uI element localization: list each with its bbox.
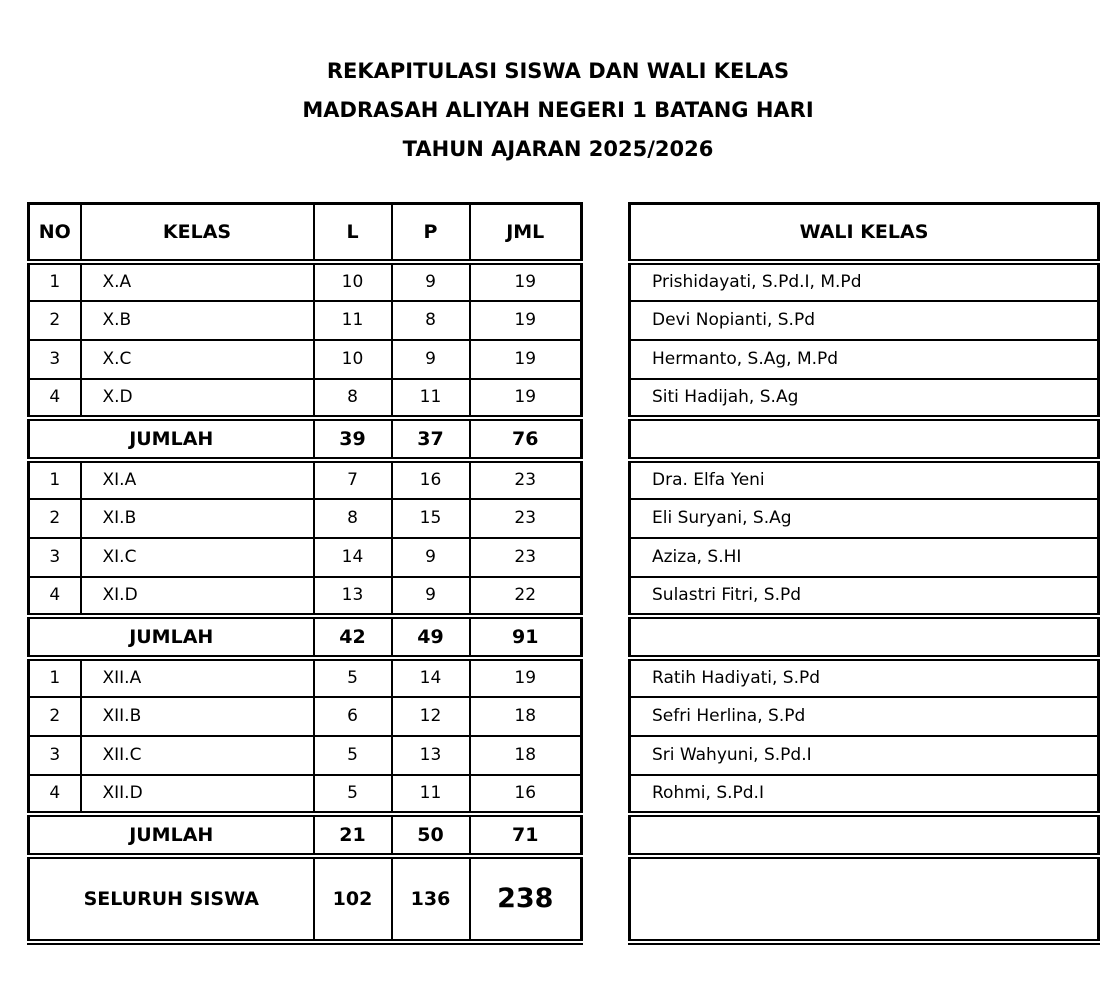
- cell-no: 1: [29, 262, 81, 301]
- cell-jml: 18: [470, 736, 582, 775]
- cell-p: 8: [392, 301, 470, 340]
- cell-wali-name: Prishidayati, S.Pd.I, M.Pd: [630, 262, 1099, 301]
- empty-grand-row: [630, 856, 1099, 942]
- cell-no: 1: [29, 658, 81, 697]
- table-row: [29, 658, 582, 697]
- table-row: [630, 499, 1099, 538]
- cell-p: 15: [392, 499, 470, 538]
- cell-kelas: XI.A: [81, 460, 314, 499]
- cell-wali-name: Hermanto, S.Ag, M.Pd: [630, 340, 1099, 379]
- col-header-p: P: [392, 204, 470, 262]
- table-row: [630, 736, 1099, 775]
- jumlah-label: JUMLAH: [29, 418, 314, 460]
- grand-total-row: [29, 856, 582, 942]
- table-row: [630, 538, 1099, 577]
- jumlah-l: 42: [314, 616, 392, 658]
- cell-kelas: XI.B: [81, 499, 314, 538]
- table-row: [29, 460, 582, 499]
- table-row: [630, 577, 1099, 616]
- table-row: [630, 379, 1099, 418]
- cell-jml: 19: [470, 379, 582, 418]
- table-row: [29, 697, 582, 736]
- cell-p: 9: [392, 262, 470, 301]
- cell-jml: 19: [470, 262, 582, 301]
- cell-l: 5: [314, 658, 392, 697]
- cell-wali-name: Sri Wahyuni, S.Pd.I: [630, 736, 1099, 775]
- table-row: [29, 379, 582, 418]
- empty-cell: [630, 856, 1099, 942]
- grand-total-label: SELURUH SISWA: [29, 856, 314, 942]
- cell-kelas: XII.A: [81, 658, 314, 697]
- col-header-jml: JML: [470, 204, 582, 262]
- cell-wali-name: Eli Suryani, S.Ag: [630, 499, 1099, 538]
- cell-l: 13: [314, 577, 392, 616]
- cell-jml: 16: [470, 775, 582, 814]
- empty-cell: [630, 616, 1099, 658]
- table-row: [630, 658, 1099, 697]
- col-header-wali-kelas: WALI KELAS: [630, 204, 1099, 262]
- grand-total-jml: 238: [470, 856, 582, 942]
- cell-wali-name: Aziza, S.HI: [630, 538, 1099, 577]
- table-row: [29, 301, 582, 340]
- jumlah-label: JUMLAH: [29, 814, 314, 856]
- table-row: [630, 460, 1099, 499]
- jumlah-jml: 71: [470, 814, 582, 856]
- cell-jml: 23: [470, 460, 582, 499]
- cell-jml: 19: [470, 340, 582, 379]
- tables-container: [27, 202, 1116, 945]
- document-page: [0, 52, 1116, 945]
- cell-p: 9: [392, 340, 470, 379]
- jumlah-jml: 76: [470, 418, 582, 460]
- jumlah-l: 39: [314, 418, 392, 460]
- empty-jumlah-row: [630, 616, 1099, 658]
- empty-cell: [630, 418, 1099, 460]
- cell-p: 14: [392, 658, 470, 697]
- empty-cell: [630, 814, 1099, 856]
- col-header-kelas: KELAS: [81, 204, 314, 262]
- cell-no: 2: [29, 301, 81, 340]
- cell-p: 16: [392, 460, 470, 499]
- cell-jml: 18: [470, 697, 582, 736]
- cell-kelas: X.B: [81, 301, 314, 340]
- jumlah-row: [29, 616, 582, 658]
- table-row: [29, 538, 582, 577]
- cell-kelas: X.C: [81, 340, 314, 379]
- cell-no: 2: [29, 697, 81, 736]
- page-subtitle-year: TAHUN AJARAN 2025/2026: [402, 137, 714, 161]
- cell-kelas: XII.D: [81, 775, 314, 814]
- cell-kelas: X.D: [81, 379, 314, 418]
- jumlah-p: 49: [392, 616, 470, 658]
- cell-l: 8: [314, 379, 392, 418]
- cell-l: 8: [314, 499, 392, 538]
- empty-jumlah-row: [630, 418, 1099, 460]
- table-row: [630, 340, 1099, 379]
- cell-l: 10: [314, 262, 392, 301]
- jumlah-row: [29, 814, 582, 856]
- cell-no: 4: [29, 577, 81, 616]
- cell-kelas: XI.C: [81, 538, 314, 577]
- cell-wali-name: Rohmi, S.Pd.I: [630, 775, 1099, 814]
- jumlah-p: 37: [392, 418, 470, 460]
- cell-p: 9: [392, 538, 470, 577]
- cell-p: 13: [392, 736, 470, 775]
- document-header: [0, 52, 1116, 169]
- cell-p: 9: [392, 577, 470, 616]
- page-title: REKAPITULASI SISWA DAN WALI KELAS: [326, 59, 790, 83]
- students-table-header-row: [29, 204, 582, 262]
- table-row: [630, 301, 1099, 340]
- table-row: [630, 262, 1099, 301]
- cell-kelas: X.A: [81, 262, 314, 301]
- table-row: [29, 499, 582, 538]
- cell-no: 3: [29, 736, 81, 775]
- jumlah-l: 21: [314, 814, 392, 856]
- table-row: [29, 736, 582, 775]
- cell-jml: 19: [470, 658, 582, 697]
- cell-l: 5: [314, 736, 392, 775]
- cell-no: 1: [29, 460, 81, 499]
- cell-p: 11: [392, 379, 470, 418]
- table-row: [29, 262, 582, 301]
- cell-wali-name: Siti Hadijah, S.Ag: [630, 379, 1099, 418]
- cell-l: 6: [314, 697, 392, 736]
- page-subtitle-school: MADRASAH ALIYAH NEGERI 1 BATANG HARI: [302, 98, 814, 122]
- cell-wali-name: Dra. Elfa Yeni: [630, 460, 1099, 499]
- table-row: [29, 775, 582, 814]
- cell-l: 10: [314, 340, 392, 379]
- cell-l: 14: [314, 538, 392, 577]
- cell-jml: 23: [470, 538, 582, 577]
- table-row: [630, 697, 1099, 736]
- cell-l: 11: [314, 301, 392, 340]
- jumlah-jml: 91: [470, 616, 582, 658]
- jumlah-row: [29, 418, 582, 460]
- cell-wali-name: Sulastri Fitri, S.Pd: [630, 577, 1099, 616]
- cell-kelas: XII.B: [81, 697, 314, 736]
- cell-kelas: XI.D: [81, 577, 314, 616]
- cell-p: 12: [392, 697, 470, 736]
- cell-jml: 23: [470, 499, 582, 538]
- wali-table-header-row: [630, 204, 1099, 262]
- col-header-no: NO: [29, 204, 81, 262]
- table-row: [630, 775, 1099, 814]
- cell-l: 5: [314, 775, 392, 814]
- cell-kelas: XII.C: [81, 736, 314, 775]
- students-table: [27, 202, 583, 945]
- cell-no: 2: [29, 499, 81, 538]
- cell-p: 11: [392, 775, 470, 814]
- cell-wali-name: Ratih Hadiyati, S.Pd: [630, 658, 1099, 697]
- table-row: [29, 340, 582, 379]
- col-header-l: L: [314, 204, 392, 262]
- cell-no: 4: [29, 775, 81, 814]
- wali-kelas-table: [628, 202, 1100, 945]
- cell-wali-name: Devi Nopianti, S.Pd: [630, 301, 1099, 340]
- cell-jml: 19: [470, 301, 582, 340]
- cell-no: 3: [29, 538, 81, 577]
- cell-wali-name: Sefri Herlina, S.Pd: [630, 697, 1099, 736]
- cell-l: 7: [314, 460, 392, 499]
- table-row: [29, 577, 582, 616]
- grand-total-p: 136: [392, 856, 470, 942]
- grand-total-l: 102: [314, 856, 392, 942]
- empty-jumlah-row: [630, 814, 1099, 856]
- cell-no: 3: [29, 340, 81, 379]
- cell-jml: 22: [470, 577, 582, 616]
- jumlah-p: 50: [392, 814, 470, 856]
- jumlah-label: JUMLAH: [29, 616, 314, 658]
- cell-no: 4: [29, 379, 81, 418]
